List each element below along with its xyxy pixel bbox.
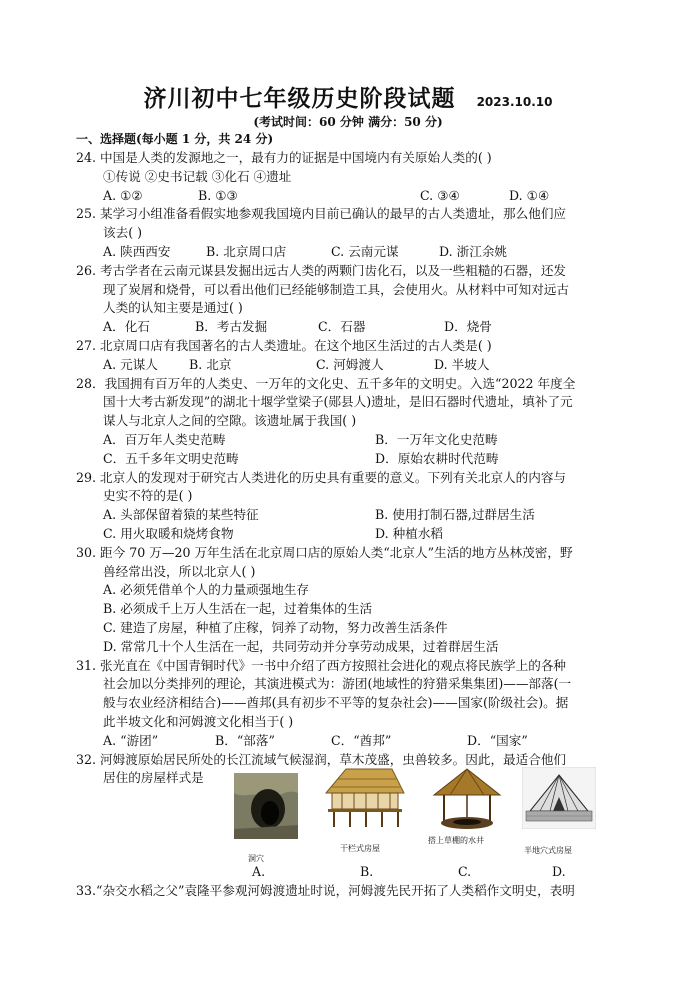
q29-line2: 史实不符的是( ) bbox=[103, 488, 193, 504]
q31-options bbox=[76, 732, 636, 751]
q32-option-b: B. bbox=[360, 864, 374, 879]
q30-option-c: C. 建造了房屋，种植了庄稼，饲养了动物，努力改善生活条件 bbox=[103, 619, 448, 635]
q24-options bbox=[76, 187, 636, 206]
q26-option-b: B．考古发掘 bbox=[195, 319, 268, 335]
q31-line2: 社会加以分类排列的理论，其演进模式为：游团(地域性的狩猎采集集团)——部落(一 bbox=[103, 676, 572, 692]
q31-option-c: C．“酋邦” bbox=[331, 732, 392, 748]
q25-line2: 该去( ) bbox=[103, 225, 143, 241]
q29-option-d: D. 种植水稻 bbox=[375, 525, 444, 541]
q27-option-c: C. 河姆渡人 bbox=[316, 356, 384, 372]
q27-option-b: B. 北京 bbox=[189, 356, 232, 372]
q28-line1: 28．我国拥有百万年的人类史、一万年的文化史、五千多年的文明史。入选“2022 年度全 bbox=[76, 375, 576, 391]
q28-options-cd bbox=[76, 450, 636, 469]
q29-option-c: C. 用火取暖和烧烤食物 bbox=[103, 525, 234, 541]
cave-caption: 洞穴 bbox=[248, 854, 264, 863]
q33-line1: 33.“杂交水稻之父”袁隆平参观河姆渡遗址时说，河姆渡先民开拓了人类稻作文明史，表明 bbox=[76, 883, 575, 898]
q31-option-b: B．“部落” bbox=[215, 732, 275, 748]
q31-option-a: A. “游团” bbox=[103, 732, 159, 748]
q26-line2: 现了炭屑和烧骨，可以看出他们已经能够制造工具，会使用火。从材料中可知对远古 bbox=[103, 281, 569, 297]
q27-line1: 27. 北京周口店有我国著名的古人类遗址。在这个地区生活过的古人类是( ) bbox=[76, 337, 492, 353]
q27-option-d: D. 半坡人 bbox=[434, 356, 490, 372]
exam-subtitle: (考试时间：60 分钟 满分：50 分) bbox=[253, 115, 443, 129]
semi-pit-house-caption: 半地穴式房屋 bbox=[524, 846, 572, 855]
q24-items: ①传说 ②史书记载 ③化石 ④遗址 bbox=[103, 168, 292, 184]
q24-option-a: A. ①② bbox=[103, 187, 143, 203]
q27-options bbox=[76, 356, 636, 375]
q25-options bbox=[76, 243, 636, 262]
q25-option-a: A. 陕西西安 bbox=[103, 243, 171, 259]
q26-option-c: C．石器 bbox=[318, 319, 366, 335]
q31-line1: 31. 张光直在《中国青铜时代》一书中介绍了西方按照社会进化的观点将民族学上的各种 bbox=[76, 657, 567, 673]
q26-option-a: A．化石 bbox=[103, 319, 150, 335]
q31-option-d: D．“国家” bbox=[467, 732, 528, 748]
well-shed-image bbox=[430, 767, 504, 831]
q28-line2: 国十大考古新发现”的湖北十堰学堂梁子(郧县人)遗址，是旧石器时代遗址，填补了元 bbox=[103, 394, 573, 410]
q30-option-b: B. 必须成千上万人生活在一起，过着集体的生活 bbox=[103, 601, 373, 617]
q28-options-ab bbox=[76, 431, 636, 450]
q28-line3: 谋人与北京人之间的空隙。该遗址属于我国( ) bbox=[103, 413, 357, 429]
q28-option-a: A．百万年人类史范畴 bbox=[103, 431, 226, 447]
cave-image bbox=[234, 773, 298, 839]
q25-line1: 25. 某学习小组准备看假实地参观我国境内目前已确认的最早的古人类遗址，那么他们应 bbox=[76, 206, 567, 222]
q31-line4: 此半坡文化和河姆渡文化相当于( ) bbox=[103, 713, 294, 729]
q32-option-a: A. bbox=[252, 864, 266, 879]
q26-line3: 人类的认知主要是通过( ) bbox=[103, 300, 243, 316]
question-list bbox=[76, 149, 636, 788]
exam-date: 2023.10.10 bbox=[476, 95, 553, 109]
q30-line1: 30. 距今 70 万—20 万年生活在北京周口店的原始人类“北京人”生活的地方丛林茂密，野 bbox=[76, 544, 573, 560]
q27-option-a: A. 元谋人 bbox=[103, 356, 158, 372]
q29-option-b: B. 使用打制石器,过群居生活 bbox=[375, 507, 535, 523]
q29-line1: 29. 北京人的发现对于研究古人类进化的历史具有重要的意义。下列有关北京人的内容与 bbox=[76, 469, 567, 485]
q25-option-d: D. 浙江余姚 bbox=[439, 243, 508, 259]
q29-options-ab bbox=[76, 506, 636, 525]
stilt-house-image bbox=[322, 767, 406, 829]
q29-option-a: A. 头部保留着猿的某些特征 bbox=[103, 507, 259, 523]
q29-options-cd bbox=[76, 525, 636, 544]
q26-line1: 26. 考古学者在云南元谋县发掘出远古人类的两颗门齿化石，以及一些粗糙的石器，还发 bbox=[76, 262, 567, 278]
q32-line1: 32. 河姆渡原始居民所处的长江流域气候湿润，草木茂盛，虫兽较多。因此，最适合他们 bbox=[76, 751, 567, 767]
q32-line2: 居住的房屋样式是 bbox=[103, 770, 204, 786]
q24-stem: 24. 中国是人类的发源地之一，最有力的证据是中国境内有关原始人类的( ) bbox=[76, 150, 492, 165]
q32-option-d: D. bbox=[552, 864, 566, 879]
q24-option-b: B. ①③ bbox=[198, 187, 238, 203]
section-title: 一、选择题(每小题 1 分，共 24 分) bbox=[76, 132, 274, 146]
q26-option-d: D．烧骨 bbox=[444, 319, 492, 335]
q25-option-b: B. 北京周口店 bbox=[206, 243, 287, 259]
q28-option-b: B．一万年文化史范畴 bbox=[375, 431, 498, 447]
semi-pit-house-image bbox=[522, 767, 596, 829]
well-shed-caption: 搭上草棚的水井 bbox=[428, 836, 484, 845]
q24-option-d: D. ①④ bbox=[509, 187, 550, 203]
q31-line3: 般与农业经济相结合)——酋邦(具有初步不平等的复杂社会)——国家(阶级社会)。据 bbox=[103, 695, 569, 711]
q25-option-c: C. 云南元谋 bbox=[331, 243, 399, 259]
q32-option-c: C. bbox=[458, 864, 472, 879]
q24-option-c: C. ③④ bbox=[420, 187, 460, 203]
q30-option-a: A. 必须凭借单个人的力量顽强地生存 bbox=[103, 582, 310, 598]
title-row bbox=[0, 80, 696, 113]
q32-house-images bbox=[230, 765, 600, 865]
q32-option-letters bbox=[230, 864, 600, 880]
q30-line2: 兽经常出没，所以北京人( ) bbox=[103, 563, 256, 579]
q26-options bbox=[76, 318, 636, 337]
q28-option-c: C．五千多年文明史范畴 bbox=[103, 450, 239, 466]
q28-option-d: D．原始农耕时代范畴 bbox=[375, 450, 499, 466]
stilt-house-caption: 干栏式房屋 bbox=[340, 844, 380, 853]
q30-option-d: D. 常常几十个人生活在一起，共同劳动并分享劳动成果，过着群居生活 bbox=[103, 638, 499, 654]
exam-title: 济川初中七年级历史阶段试题 bbox=[143, 85, 456, 112]
